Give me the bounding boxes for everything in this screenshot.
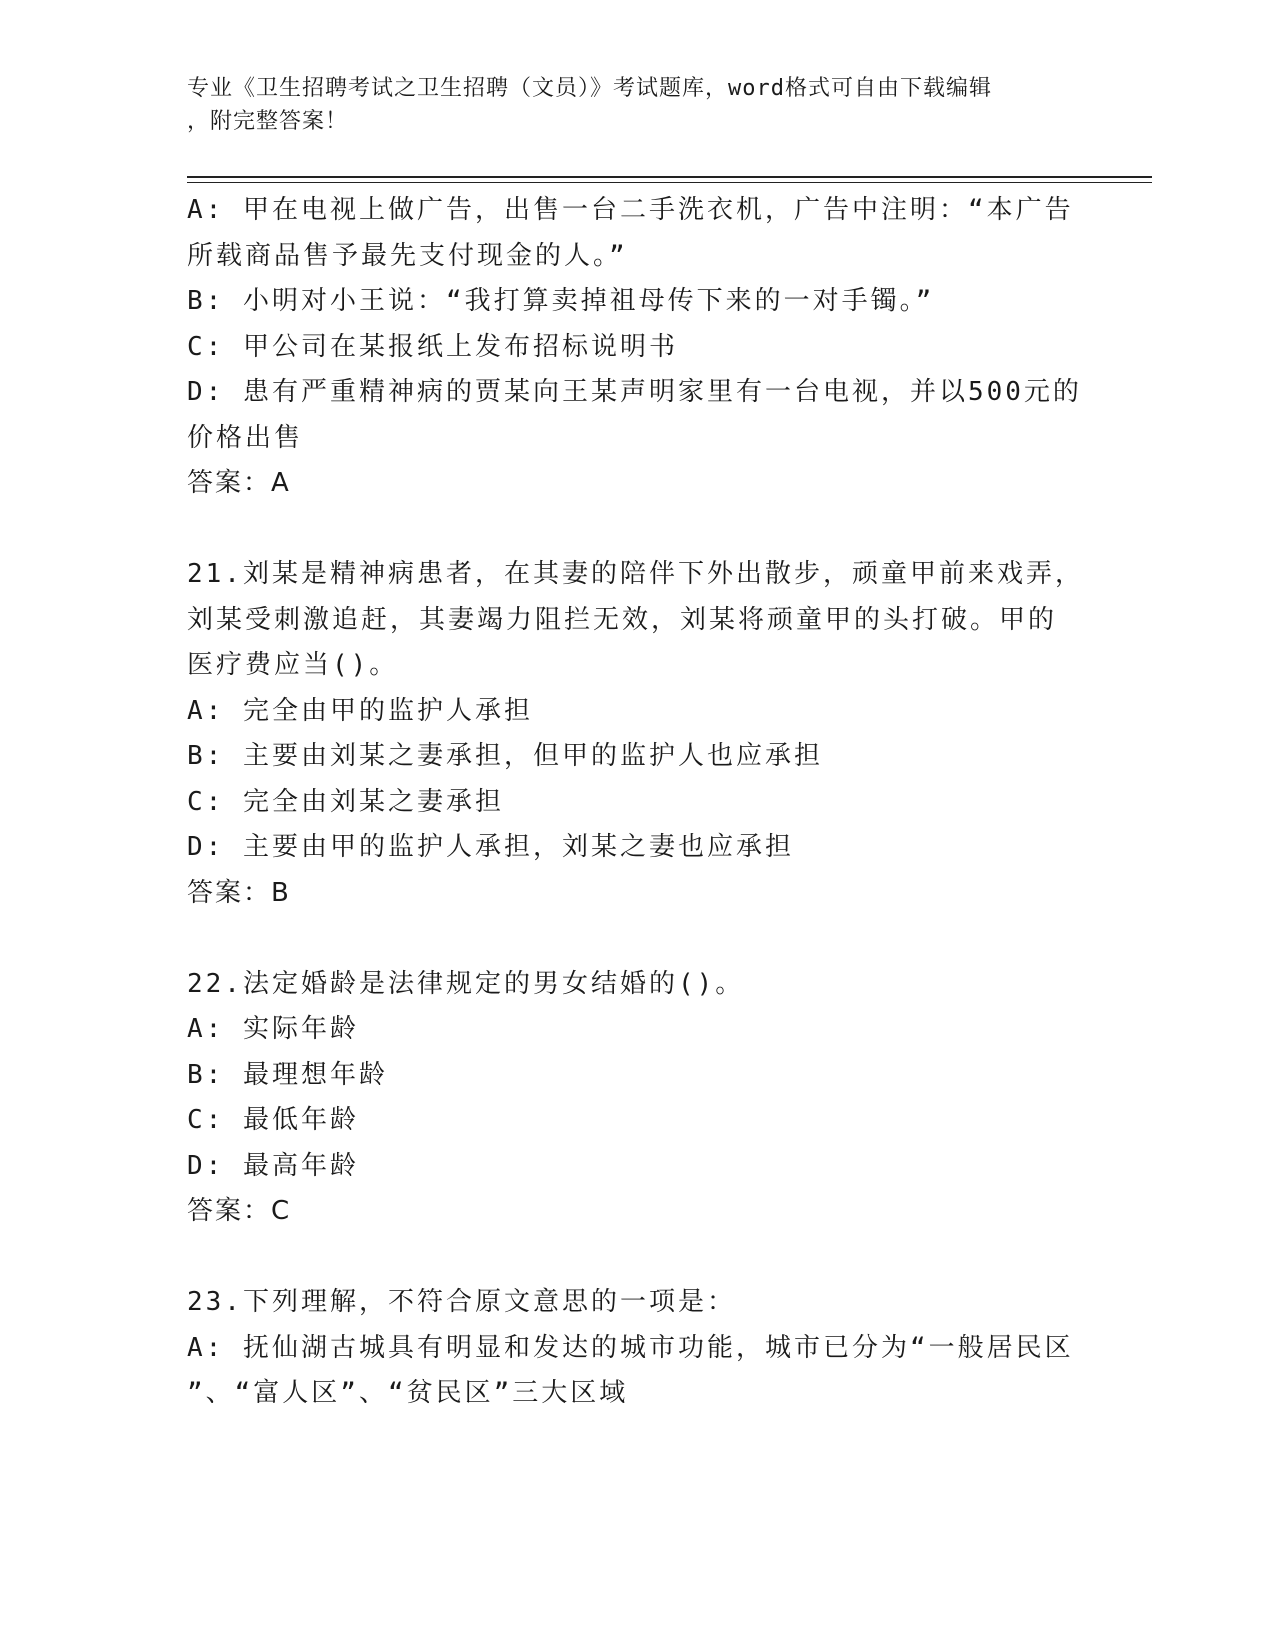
header-line-1: 专业《卫生招聘考试之卫生招聘（文员）》考试题库，word格式可自由下载编辑 [187, 76, 992, 101]
option-c: C: 最低年龄 [187, 1105, 359, 1135]
option-d-continued: 价格出售 [187, 422, 304, 453]
answer: 答案：C [187, 1196, 292, 1226]
option-d: D: 患有严重精神病的贾某向王某声明家里有一台电视，并以500元的 [187, 377, 1082, 407]
question-20-options [187, 188, 1087, 507]
option-d: D: 最高年龄 [187, 1150, 359, 1181]
option-a: A: 实际年龄 [187, 1014, 359, 1044]
question-stem: 23.下列理解，不符合原文意思的一项是： [187, 1287, 736, 1317]
answer: 答案：B [187, 877, 291, 908]
spacer [187, 1235, 1087, 1281]
option-a: A: 甲在电视上做广告，出售一台二手洗衣机，广告中注明：“本广告 [187, 195, 1074, 225]
option-c: C: 完全由刘某之妻承担 [187, 786, 504, 817]
option-b: B: 小明对小王说：“我打算卖掉祖母传下来的一对手镯。” [187, 286, 935, 316]
question-stem: 22.法定婚龄是法律规定的男女结婚的()。 [187, 968, 745, 999]
option-c: C: 甲公司在某报纸上发布招标说明书 [187, 331, 678, 362]
option-b: B: 最理想年龄 [187, 1059, 388, 1090]
question-22 [187, 962, 1087, 1235]
option-a: A: 抚仙湖古城具有明显和发达的城市功能，城市已分为“一般居民区 [187, 1332, 1074, 1363]
question-content [187, 188, 1087, 1417]
option-a-continued: 所载商品售予最先支付现金的人。” [187, 240, 628, 271]
option-b: B: 主要由刘某之妻承担，但甲的监护人也应承担 [187, 741, 823, 771]
option-a: A: 完全由甲的监护人承担 [187, 695, 533, 726]
header-divider-thick [187, 176, 1152, 178]
spacer [187, 507, 1087, 553]
option-a-continued: ”、“富人区”、“贫民区”三大区域 [187, 1378, 629, 1408]
question-23 [187, 1280, 1087, 1417]
question-stem: 21.刘某是精神病患者，在其妻的陪伴下外出散步，顽童甲前来戏弄， [187, 559, 1084, 589]
header-divider-thin [187, 182, 1152, 183]
question-stem-continued: 刘某受刺激追赶，其妻竭力阻拦无效，刘某将顽童甲的头打破。甲的 [187, 604, 1058, 635]
document-header [187, 72, 1067, 138]
answer: 答案：A [187, 468, 291, 498]
header-line-2: ，附完整答案！ [187, 109, 349, 134]
question-stem-continued: 医疗费应当()。 [187, 650, 399, 680]
spacer [187, 916, 1087, 962]
question-21 [187, 552, 1087, 916]
option-d: D: 主要由甲的监护人承担，刘某之妻也应承担 [187, 832, 794, 862]
